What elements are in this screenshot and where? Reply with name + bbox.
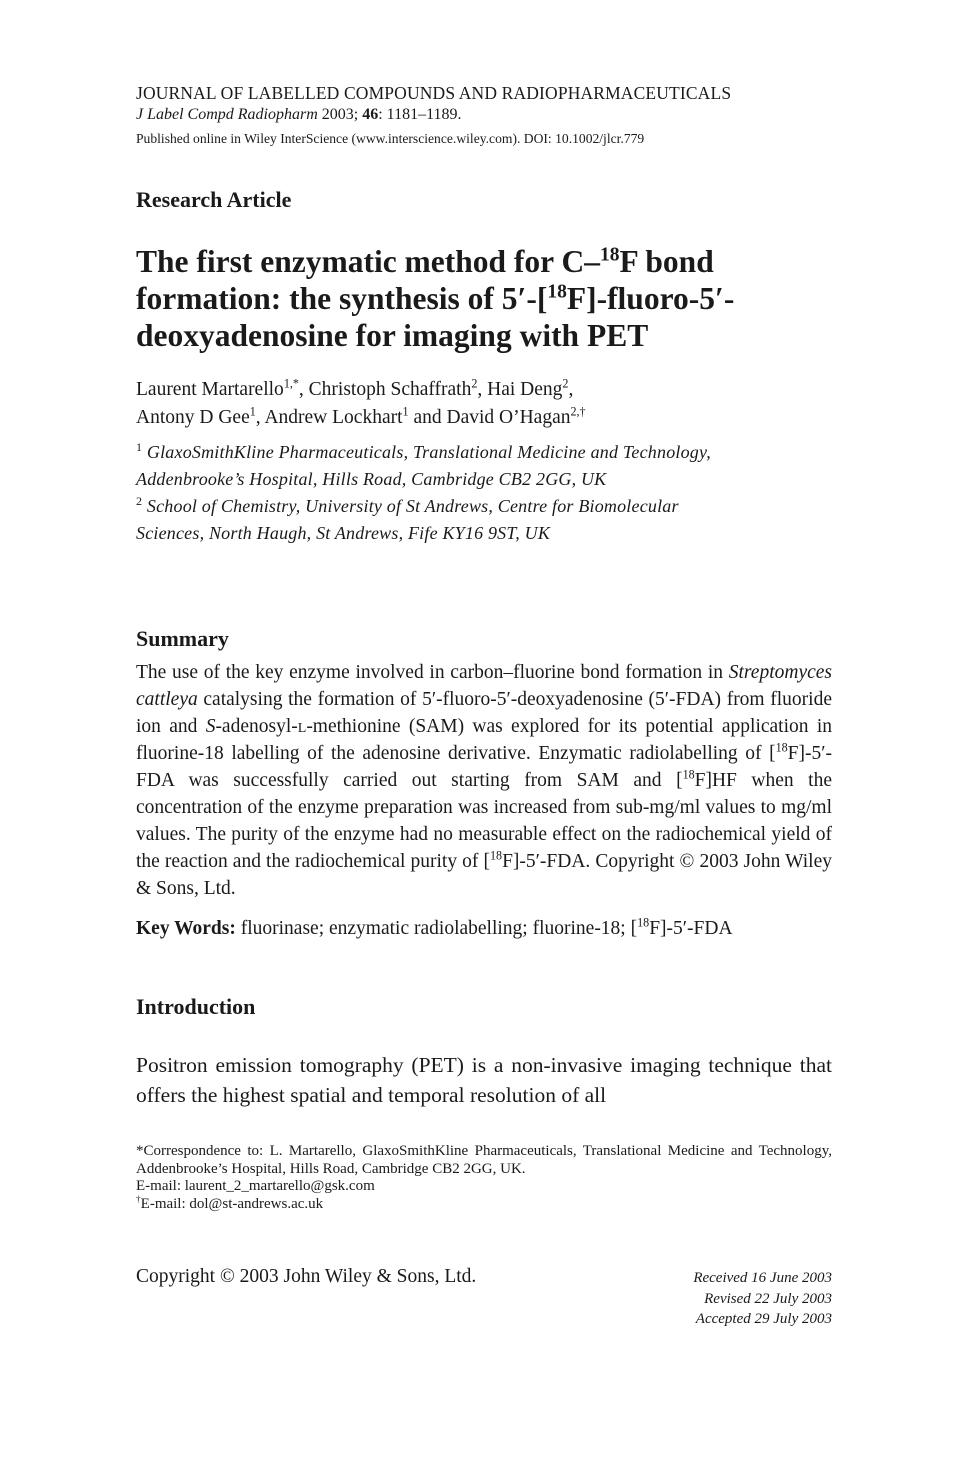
article-title [136, 243, 836, 354]
introduction-heading: Introduction [136, 994, 256, 1019]
author-list [136, 376, 836, 432]
affiliation-2-line-1: $^2$ School of Chemistry, University of St Andrews, Centre for Biomolecular [136, 494, 679, 516]
citation-line [136, 106, 462, 124]
citation-year: 2003; [321, 106, 359, 123]
keywords-label: Key Words: [136, 918, 236, 939]
affiliations [136, 439, 836, 547]
affiliation-2-line-2: Sciences, North Haugh, St Andrews, Fife KY16 9ST, UK [136, 523, 551, 543]
correspondence-footnote [136, 1143, 832, 1213]
article-dates [693, 1268, 832, 1330]
title-line-1: The first enzymatic method for C–$^{18}$F bond [136, 244, 714, 279]
citation-journal: J Label Compd Radiopharm [136, 106, 318, 123]
summary-heading: Summary [136, 626, 229, 651]
affiliation-1-line-1: $^1$ GlaxoSmithKline Pharmaceuticals, Translational Medicine and Technology, [136, 440, 711, 462]
authors-line-2: Antony D Gee$^1$, Andrew Lockhart$^1$ and David O’Hagan$^{2,\dagger}$ [136, 404, 586, 428]
affiliation-1-line-2: Addenbrooke’s Hospital, Hills Road, Cambridge CB2 2GG, UK [136, 469, 607, 489]
citation-pages: : 1181–1189. [378, 106, 462, 123]
article-type: Research Article [136, 187, 292, 212]
revised-date: Revised 22 July 2003 [704, 1290, 832, 1307]
accepted-date: Accepted 29 July 2003 [695, 1311, 832, 1327]
keywords: Key Words: fluorinase; enzymatic radiolabelling; fluorine-18; [$^{18}$F]-5′-FDA [136, 915, 733, 939]
published-line: Published online in Wiley InterScience (www.interscience.wiley.com). DOI: 10.1002/jlcr.779 [136, 131, 645, 146]
copyright-notice: Copyright © 2003 John Wiley & Sons, Ltd. [136, 1266, 477, 1287]
summary-text: The use of the key enzyme involved in carbon–fluorine bond formation in Streptomyces cattleya catalysing the formation of 5′-fluoro-5′-deoxyadenosine (5′-FDA) from fluoride ion and S-adenosyl-l-methionine (SAM) was explored for its potential application in fluorine-18 labelling of the adenosine derivative. Enzymatic radiolabelling of [$^{18}$F]-5′-FDA was successfully carried out starting from SAM and [$^{18}$F]HF when the concentration of the enzyme preparation was increased from sub-mg/ml values to mg/ml values. The purity of the enzyme had no measurable effect on the radiochemical yield of the reaction and the radiochemical purity of [$^{18}$F]-5′-FDA. Copyright © 2003 John Wiley & Sons, Ltd. [136, 662, 832, 899]
journal-name: JOURNAL OF LABELLED COMPOUNDS AND RADIOPHARMACEUTICALS [136, 83, 732, 103]
authors-line-1: Laurent Martarello$^{1,*}$, Christoph Schaffrath$^2$, Hai Deng$^2$, [136, 376, 574, 400]
title-line-3: deoxyadenosine for imaging with PET [136, 318, 649, 353]
received-date: Received 16 June 2003 [693, 1270, 832, 1286]
citation-volume: 46 [362, 106, 379, 123]
email-2: †E-mail: dol@st-andrews.ac.uk [136, 1194, 324, 1212]
introduction-text: Positron emission tomography (PET) is a non-invasive imaging technique that offers the highest spatial and temporal resolution of all [136, 1053, 832, 1107]
email-1: E-mail: laurent_2_martarello@gsk.com [136, 1178, 375, 1194]
title-line-2: formation: the synthesis of 5′-[$^{18}$F]-fluoro-5′- [136, 281, 735, 316]
correspondence-text: *Correspondence to: L. Martarello, GlaxoSmithKline Pharmaceuticals, Translational Medicine and Technology, Addenbrooke’s Hospital, Hills Road, Cambridge CB2 2GG, UK. [136, 1143, 832, 1177]
